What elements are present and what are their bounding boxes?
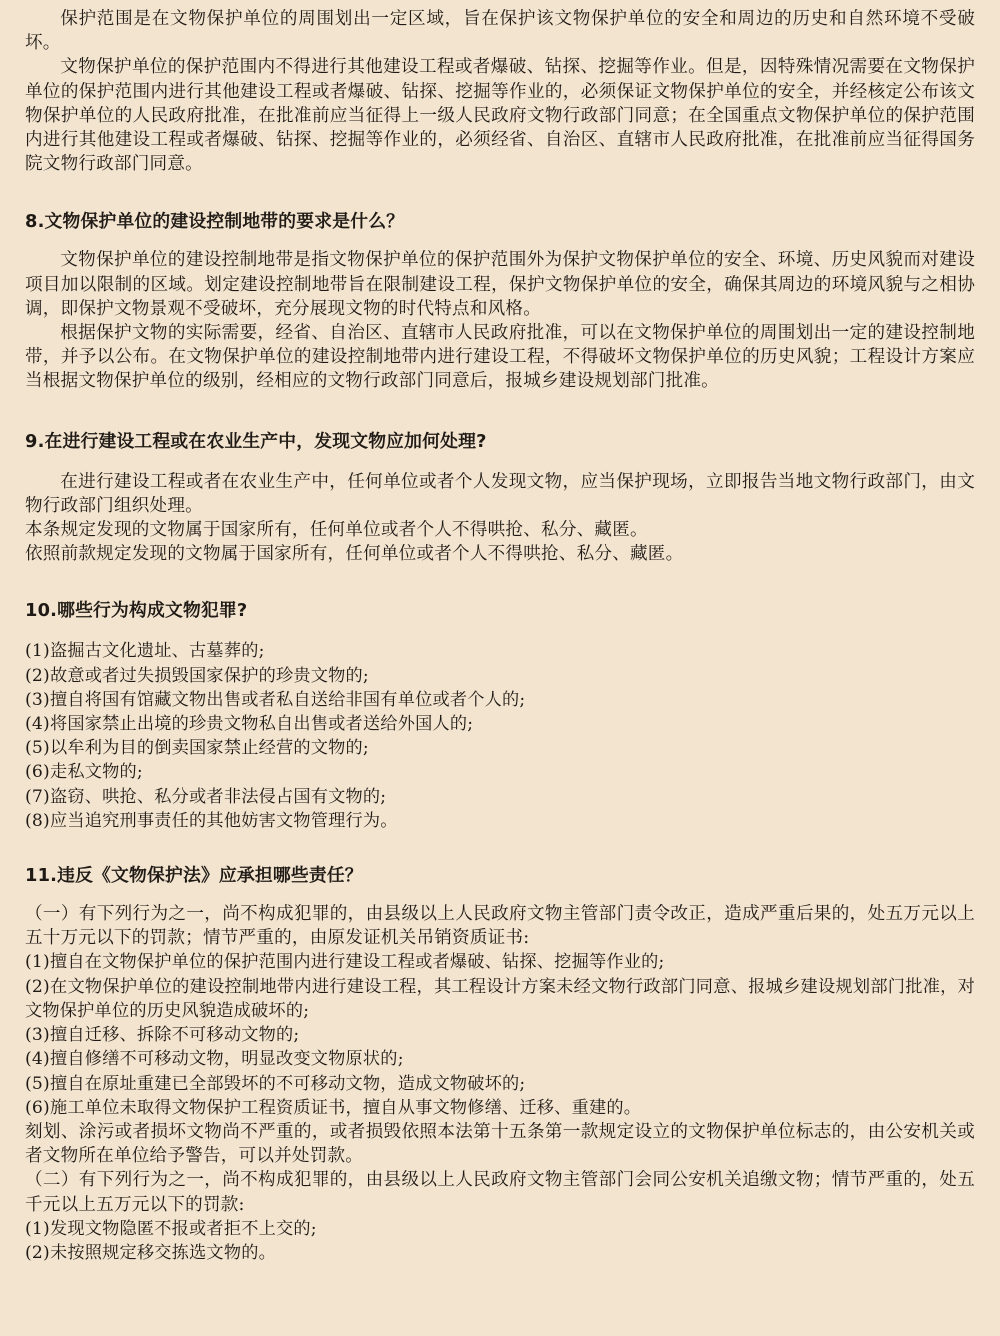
intro-paragraph-1: 保护范围是在文物保护单位的周围划出一定区域，旨在保护该文物保护单位的安全和周边的历史和自然环境不受破坏。 [25,9,975,54]
list-item: (5)以牟利为目的倒卖国家禁止经营的文物的; [25,738,369,759]
list-item: (8)应当追究刑事责任的其他妨害文物管理行为。 [25,810,398,831]
section-10-heading: 10.哪些行为构成文物犯罪? [25,600,248,622]
intro-paragraph-2: 文物保护单位的保护范围内不得进行其他建设工程或者爆破、钻探、挖掘等作业。但是，因特殊情况需要在文物保护单位的保护范围内进行其他建设工程或者爆破、钻探、挖掘等作业的，必须保证文物保护单位的安全，并经核定公布该文物保护单位的人民政府批准，在批准前应当征得上一级人民政府文物行政部门同意；在全国重点文物保护单位的保护范围内进行其他建设工程或者爆破、钻探、挖掘等作业的，必须经省、自治区、直辖市人民政府批准，在批准前应当征得国务院文物行政部门同意。 [25,57,975,175]
list-item: (1)擅自在文物保护单位的保护范围内进行建设工程或者爆破、钻探、挖掘等作业的; [25,952,665,973]
section-9-paragraph-1: 在进行建设工程或者在农业生产中，任何单位或者个人发现文物，应当保护现场，立即报告当地文物行政部门，由文物行政部门组织处理。 [25,471,975,516]
section-11-part-2-list [25,1217,975,1265]
section-11-part-2-intro: （二）有下列行为之一，尚不构成犯罪的，由县级以上人民政府文物主管部门会同公安机关追缴文物；情节严重的，处五千元以上五万元以下的罚款: [25,1170,975,1215]
list-item: (5)擅自在原址重建已全部毁坏的不可移动文物，造成文物破坏的; [25,1073,526,1094]
list-item: (7)盗窃、哄抢、私分或者非法侵占国有文物的; [25,786,387,807]
list-item: (6)施工单位未取得文物保护工程资质证书，擅自从事文物修缮、迁移、重建的。 [25,1097,642,1118]
section-9-heading: 9.在进行建设工程或在农业生产中，发现文物应加何处理? [25,430,487,452]
list-item: (2)故意或者过失损毁国家保护的珍贵文物的; [25,665,369,686]
list-item: (3)擅自迁移、拆除不可移动文物的; [25,1025,300,1046]
section-8-paragraph-1: 文物保护单位的建设控制地带是指文物保护单位的保护范围外为保护文物保护单位的安全、环境、历史风貌而对建设项目加以限制的区域。划定建设控制地带旨在限制建设工程，保护文物保护单位的安全，确保其周边的环境风貌与之相协调，即保护文物景观不受破坏，充分展现文物的时代特点和风格。 [25,250,975,319]
section-8-heading: 8.文物保护单位的建设控制地带的要求是什么？ [25,211,405,233]
section-8-paragraph-2: 根据保护文物的实际需要，经省、自治区、直辖市人民政府批准，可以在文物保护单位的周围划出一定的建设控制地带，并予以公布。在文物保护单位的建设控制地带内进行建设工程，不得破坏文物保护单位的历史风貌；工程设计方案应当根据文物保护单位的级别，经相应的文物行政部门同意后，报城乡建设规划部门批准。 [25,323,975,392]
list-item: (2)在文物保护单位的建设控制地带内进行建设工程，其工程设计方案未经文物行政部门同意、报城乡建设规划部门批准，对文物保护单位的历史风貌造成破坏的; [25,976,975,1021]
section-9-paragraph-3: 依照前款规定发现的文物属于国家所有，任何单位或者个人不得哄抢、私分、藏匿。 [25,544,684,565]
list-item: (1)盗掘古文化遗址、古墓葬的; [25,641,265,662]
list-item: (4)将国家禁止出境的珍贵文物私自出售或者送给外国人的; [25,714,474,735]
list-item: (1)发现文物隐匿不报或者拒不上交的; [25,1218,317,1239]
section-11-heading: 11.违反《文物保护法》应承担哪些责任？ [25,865,363,887]
section-11-part-1-note: 刻划、涂污或者损坏文物尚不严重的，或者损毁依照本法第十五条第一款规定设立的文物保护单位标志的，由公安机关或者文物所在单位给予警告，可以并处罚款。 [25,1121,975,1167]
document-page [25,7,975,1265]
list-item: (3)擅自将国有馆藏文物出售或者私自送给非国有单位或者个人的; [25,689,526,710]
section-11-part-1-intro: （一）有下列行为之一，尚不构成犯罪的，由县级以上人民政府文物主管部门责令改正，造成严重后果的，处五万元以上五十万元以下的罚款；情节严重的，由原发证机关吊销资质证书: [25,904,975,949]
list-item: (4)擅自修缮不可移动文物，明显改变文物原状的; [25,1049,404,1070]
section-10-list [25,639,975,833]
list-item: (2)未按照规定移交拣选文物的。 [25,1242,276,1263]
section-9-paragraph-2: 本条规定发现的文物属于国家所有，任何单位或者个人不得哄抢、私分、藏匿。 [25,520,648,541]
list-item: (6)走私文物的; [25,762,143,783]
section-11-part-1-list [25,950,975,1119]
